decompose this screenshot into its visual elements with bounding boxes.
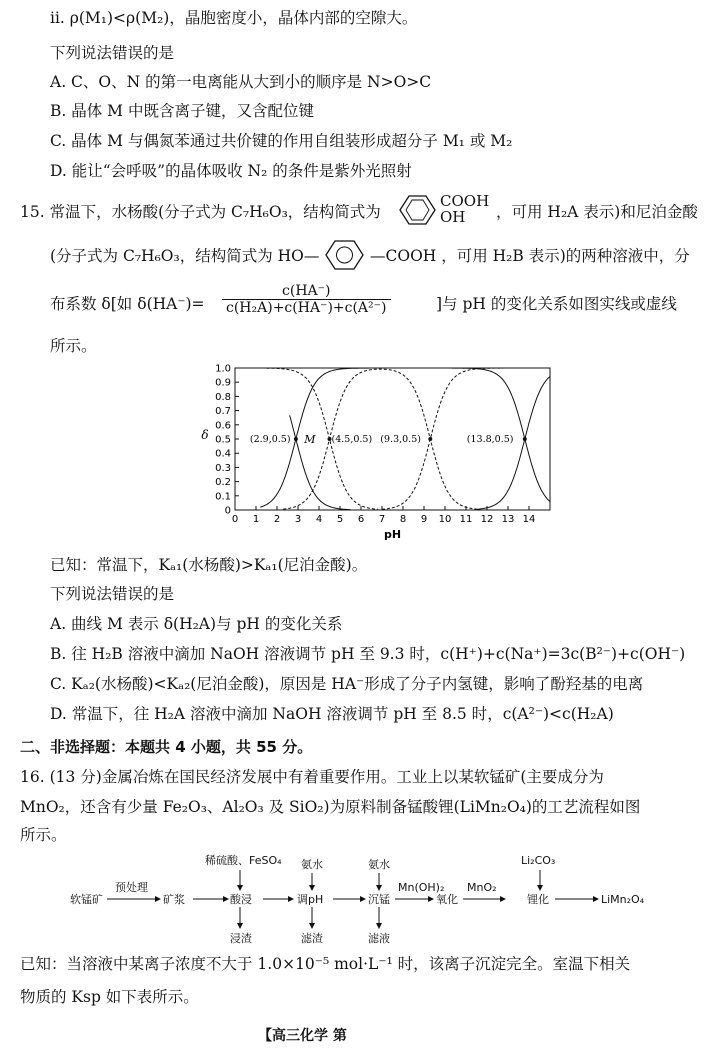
x-tick-label: 10: [438, 514, 452, 525]
y-tick-label: 0.1: [215, 491, 231, 503]
q15-line1-start: 15. 常温下，水杨酸(分子式为 C₇H₆O₃，结构简式为: [20, 203, 381, 221]
salicylic-cooh: COOH: [440, 192, 490, 210]
y-tick-label: 1.0: [215, 363, 231, 375]
q16-known-line2: 物质的 Ksp 如下表所示。: [20, 988, 199, 1006]
y-tick-label: 0.8: [215, 391, 231, 403]
q16-known-line1: 已知：当溶液中某离子浓度不大于 1.0×10⁻⁵ mol·L⁻¹ 时，该离子沉淀完全。室温下相关: [20, 955, 631, 973]
y-tick-label: 0.2: [215, 477, 231, 489]
x-axis-label: pH: [383, 528, 402, 541]
point-annotation: (13.8,0.5): [466, 434, 514, 445]
y-tick-label: 0.5: [215, 434, 231, 446]
salicylic-acid-structure: [390, 190, 440, 230]
q16-text-line1: 16. (13 分)金属冶炼在国民经济发展中有着重要作用。工业上以某软锰矿(主要成分为: [20, 768, 604, 786]
flow-slurry: 矿浆: [163, 893, 185, 906]
curve-m-label: M: [304, 433, 316, 446]
process-flowchart: [65, 848, 665, 948]
q16-text-line2: MnO₂，还含有少量 Fe₂O₃、Al₂O₃ 及 SiO₂)为原料制备锰酸锂(LiMn₂O₄)的工艺流程如图: [20, 798, 641, 816]
y-tick-label: 0.3: [215, 462, 231, 474]
flow-mno2: MnO₂: [467, 881, 497, 894]
q15-line3-end: ]与 pH 的变化关系如图实线或虚线: [436, 295, 677, 313]
flow-filtrate: 滤液: [368, 932, 390, 945]
flow-reagent4: Li₂CO₃: [521, 854, 556, 867]
x-tick-label: 9: [420, 514, 428, 525]
y-tick-label: 0.7: [215, 406, 231, 418]
point-annotation: (9.3,0.5): [380, 434, 421, 445]
q15-line3-start: 布系数 δ[如 δ(HA⁻)=: [50, 295, 205, 313]
q16-text-line3: 所示。: [20, 826, 67, 844]
flow-ph: 调pH: [297, 893, 324, 906]
intersection-point: [294, 437, 298, 441]
fraction-denominator: c(H₂A)+c(HA⁻)+c(A²⁻): [226, 300, 387, 316]
point-annotation: (2.9,0.5): [249, 434, 291, 445]
flow-product: LiMn₂O₄: [601, 893, 645, 906]
x-tick-label: 13: [501, 514, 515, 525]
x-tick-label: 0: [231, 514, 239, 525]
y-axis-label: δ: [201, 428, 209, 442]
q15-line2-start: (分子式为 C₇H₆O₃，结构简式为 HO—: [50, 247, 320, 265]
flow-reagent1: 稀硫酸、FeSO₄: [205, 854, 282, 867]
q14-option-c: C. 晶体 M 与偶氮苯通过共价键的作用自组装形成超分子 M₁ 或 M₂: [50, 132, 513, 150]
q15-option-b: B. 往 H₂B 溶液中滴加 NaOH 溶液调节 pH 至 9.3 时，c(H⁺)+c(Na⁺)=3c(B²⁻)+c(OH⁻): [50, 645, 686, 663]
y-tick-label: 0.9: [215, 377, 231, 389]
y-tick-label: 0: [224, 505, 231, 517]
x-tick-label: 3: [294, 514, 302, 525]
x-tick-label: 12: [480, 514, 494, 525]
x-tick-label: 5: [336, 514, 344, 525]
q15-line1-end: ，可用 H₂A 表示)和尼泊金酸: [496, 203, 698, 221]
q15-option-d: D. 常温下，往 H₂A 溶液中滴加 NaOH 溶液调节 pH 至 8.5 时，c(A²⁻)<c(H₂A): [50, 705, 614, 723]
x-tick-label: 7: [378, 514, 386, 525]
flow-reagent3: 氨水: [368, 858, 390, 871]
distribution-chart: [195, 360, 565, 545]
flow-residue2: 滤渣: [301, 932, 323, 945]
x-tick-label: 14: [522, 514, 536, 525]
q15-prompt: 下列说法错误的是: [50, 585, 175, 603]
section-2-heading: 二、非选择题：本题共 4 小题，共 55 分。: [20, 738, 313, 756]
q15-line4: 所示。: [50, 337, 97, 355]
q15-known: 已知：常温下，Kₐ₁(水杨酸)>Kₐ₁(尼泊金酸)。: [50, 556, 368, 574]
x-tick-label: 2: [273, 514, 281, 525]
x-tick-label: 1: [252, 514, 260, 525]
flow-pretreat-label: 预处理: [115, 881, 148, 894]
q14-option-d: D. 能让“会呼吸”的晶体吸收 N₂ 的条件是紫外光照射: [50, 162, 412, 180]
q15-option-a: A. 曲线 M 表示 δ(H₂A)与 pH 的变化关系: [50, 615, 343, 633]
q14-option-a: A. C、O、N 的第一电离能从大到小的顺序是 N>O>C: [50, 73, 432, 91]
flow-precip: 沉锰: [368, 893, 390, 906]
intersection-point: [523, 437, 527, 441]
flow-leach: 酸浸: [230, 893, 252, 906]
flow-reagent2: 氨水: [301, 858, 323, 871]
intersection-point: [428, 437, 432, 441]
flow-residue1: 浸渣: [230, 932, 252, 945]
flow-mnoh2: Mn(OH)₂: [398, 881, 445, 894]
distribution-coefficient-fraction: [222, 283, 391, 316]
y-tick-label: 0.6: [215, 420, 231, 432]
x-tick-label: 11: [459, 514, 473, 525]
page-footer: 【高三化学 第: [258, 1028, 347, 1044]
q15-option-c: C. Kₐ₂(水杨酸)<Kₐ₂(尼泊金酸)，原因是 HA⁻形成了分子内氢键，影响了酚羟基的电离: [50, 675, 644, 693]
point-annotation: (4.5,0.5): [331, 434, 373, 445]
q14-prompt: 下列说法错误的是: [50, 44, 175, 62]
flow-oxid: 氧化: [436, 893, 458, 906]
x-tick-label: 6: [357, 514, 365, 525]
x-tick-label: 8: [399, 514, 407, 525]
nipagin-acid-benzene-ring: [322, 236, 368, 274]
flow-start: 软锰矿: [70, 893, 103, 906]
x-tick-label: 4: [315, 514, 323, 525]
q14-option-b: B. 晶体 M 中既含离子键，又含配位键: [50, 102, 314, 120]
y-tick-label: 0.4: [215, 448, 231, 460]
q15-line2-end: —COOH ，可用 H₂B 表示)的两种溶液中，分: [370, 247, 690, 265]
fraction-numerator: c(HA⁻): [222, 283, 391, 300]
salicylic-oh: OH: [440, 208, 466, 226]
flow-lith: 锂化: [527, 893, 549, 906]
q14-statement-ii: ⅱ. ρ(M₁)<ρ(M₂)，晶胞密度小，晶体内部的空隙大。: [50, 9, 418, 27]
